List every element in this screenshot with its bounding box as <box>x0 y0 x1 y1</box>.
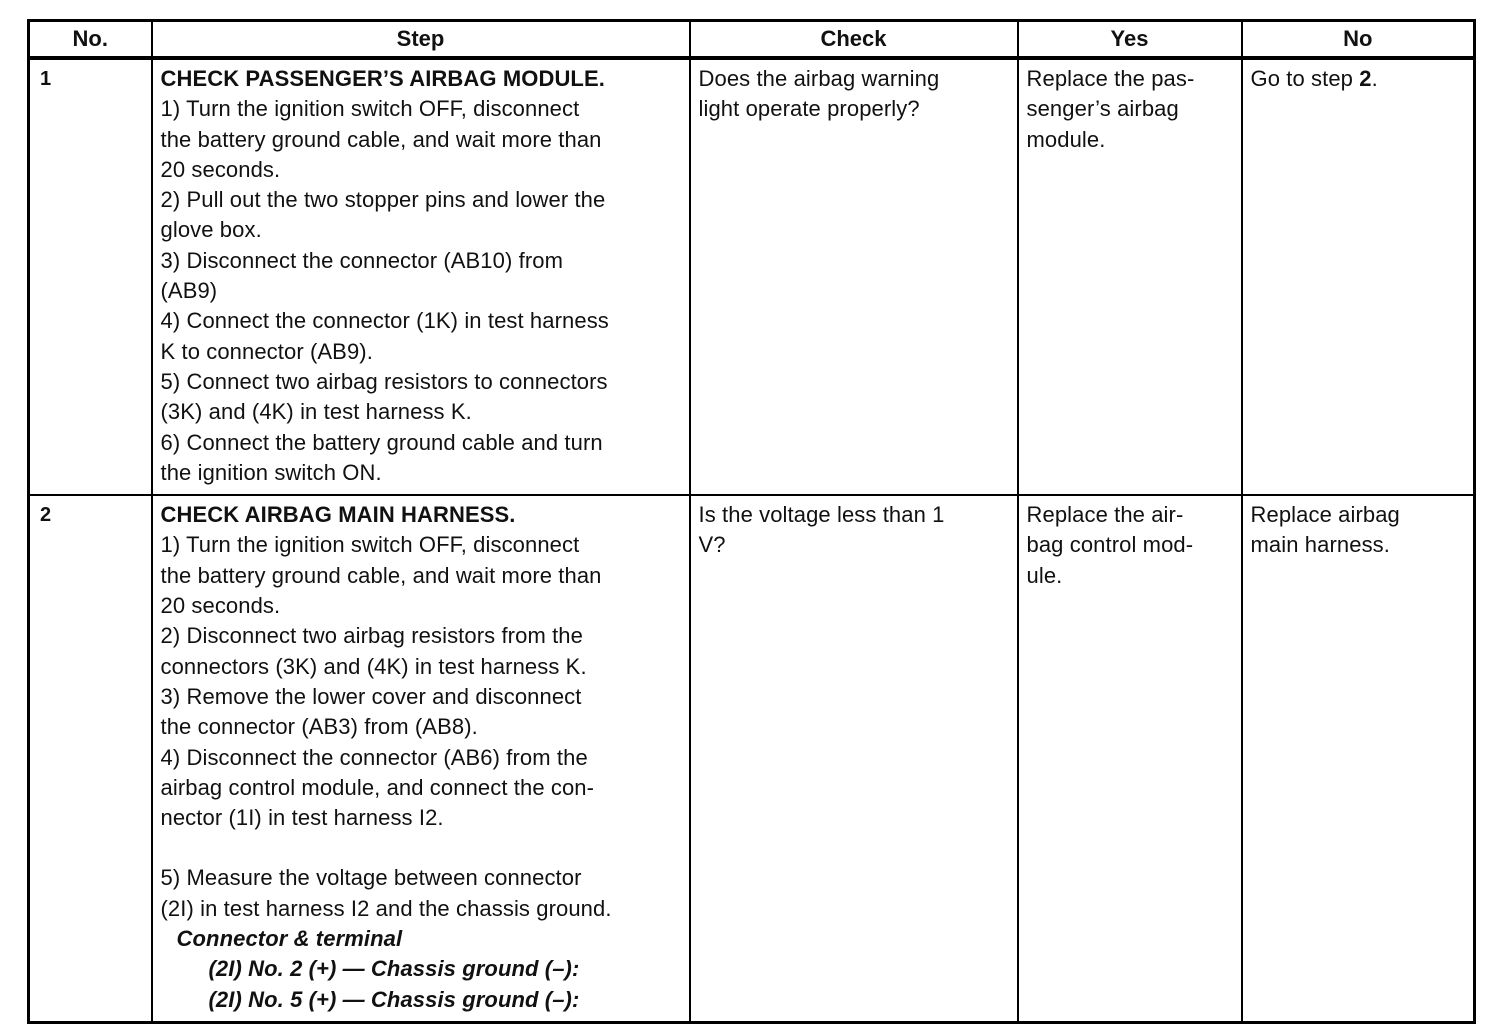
step-cell <box>152 58 690 495</box>
yes-line: Replace the air- <box>1026 502 1184 528</box>
yes-cell <box>1018 58 1242 495</box>
no-line: Replace airbag <box>1250 502 1400 528</box>
step-line: 1) Turn the ignition switch OFF, disconnect <box>160 532 580 558</box>
check-line: V? <box>698 532 726 558</box>
step-title: CHECK AIRBAG MAIN HARNESS. <box>160 502 516 528</box>
table-header-row <box>29 21 1475 59</box>
diagnostic-page <box>27 19 1473 1024</box>
header-no: No. <box>29 21 152 59</box>
header-no-result: No <box>1242 21 1475 59</box>
yes-cell <box>1018 495 1242 1022</box>
step-line: (3K) and (4K) in test harness K. <box>160 399 472 425</box>
header-yes: Yes <box>1018 21 1242 59</box>
step-line: the ignition switch ON. <box>160 459 382 485</box>
step-line: the battery ground cable, and wait more than <box>160 126 602 152</box>
diagnostic-table <box>27 19 1476 1024</box>
no-cell <box>1242 58 1475 495</box>
yes-line: bag control mod- <box>1026 532 1194 558</box>
step-line: glove box. <box>160 217 262 243</box>
no-text: Go to step <box>1250 66 1360 91</box>
yes-line: Replace the pas- <box>1026 66 1195 91</box>
no-line: main harness. <box>1250 532 1390 558</box>
go-to-step-number: 2 <box>1359 66 1372 91</box>
step-line: 5) Measure the voltage between connector <box>160 865 582 891</box>
step-line: airbag control module, and connect the con- <box>160 774 595 800</box>
step-line: 4) Disconnect the connector (AB6) from the <box>160 744 588 770</box>
connector-terminal-item: (2I) No. 2 (+) — Chassis ground (–): <box>208 956 580 982</box>
paragraph-gap <box>161 833 681 863</box>
step-line: connectors (3K) and (4K) in test harness K. <box>160 653 587 679</box>
check-line: light operate properly? <box>698 96 920 122</box>
step-line: 6) Connect the battery ground cable and turn <box>160 429 603 455</box>
step-line: 20 seconds. <box>160 593 281 619</box>
no-result-text <box>1243 60 1474 100</box>
yes-line: ule. <box>1026 562 1063 588</box>
header-step: Step <box>152 21 690 59</box>
table-row <box>29 495 1475 1022</box>
step-line: (AB9) <box>160 278 218 304</box>
step-number: 2 <box>40 504 52 527</box>
yes-line: module. <box>1026 126 1106 152</box>
step-number-cell <box>29 58 152 495</box>
no-text-end: . <box>1371 66 1378 91</box>
step-line: K to connector (AB9). <box>160 338 373 364</box>
yes-line: senger’s airbag <box>1026 96 1179 122</box>
connector-terminal-label: Connector & terminal <box>176 926 403 952</box>
step-line: the connector (AB3) from (AB8). <box>160 714 478 740</box>
step-line: the battery ground cable, and wait more than <box>160 562 602 588</box>
connector-terminal-item: (2I) No. 5 (+) — Chassis ground (–): <box>208 986 580 1012</box>
check-line: Does the airbag warning <box>698 66 940 91</box>
table-row <box>29 58 1475 495</box>
step-line: 3) Disconnect the connector (AB10) from <box>160 247 564 273</box>
step-line: 2) Disconnect two airbag resistors from the <box>160 623 583 649</box>
step-line: 2) Pull out the two stopper pins and lower the <box>160 187 606 213</box>
step-line: 3) Remove the lower cover and disconnect <box>160 683 582 709</box>
check-line: Is the voltage less than 1 <box>698 502 945 528</box>
step-line: 20 seconds. <box>160 156 281 182</box>
step-cell <box>152 495 690 1022</box>
header-check: Check <box>690 21 1018 59</box>
check-cell <box>690 58 1018 495</box>
step-line: 4) Connect the connector (1K) in test harness <box>160 308 609 334</box>
step-title: CHECK PASSENGER’S AIRBAG MODULE. <box>160 66 605 91</box>
step-number-cell <box>29 495 152 1022</box>
check-cell <box>690 495 1018 1022</box>
step-line: nector (1I) in test harness I2. <box>160 805 444 831</box>
step-line: 1) Turn the ignition switch OFF, disconnect <box>160 96 580 122</box>
no-cell <box>1242 495 1475 1022</box>
step-line: (2I) in test harness I2 and the chassis ground. <box>160 895 612 921</box>
step-number: 1 <box>40 68 52 90</box>
step-line: 5) Connect two airbag resistors to connectors <box>160 368 608 394</box>
